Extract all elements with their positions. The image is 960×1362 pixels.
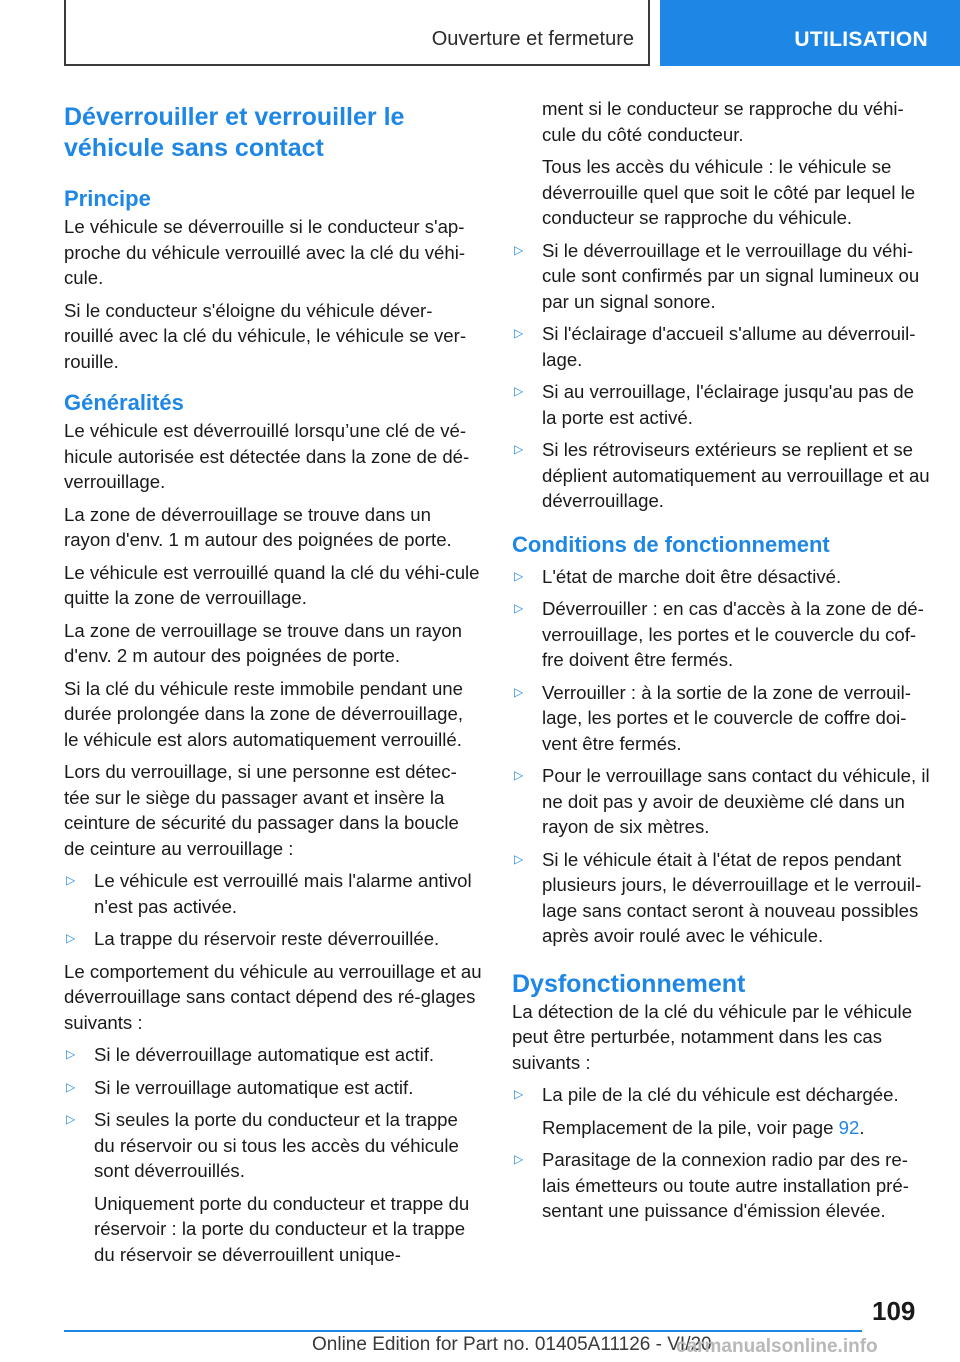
list-item: ▷ La pile de la clé du véhicule est déchargée. Remplacement de la pile, voir page 92. — [512, 1082, 932, 1140]
list-item: ▷ Parasitage de la connexion radio par des re-lais émetteurs ou toute autre installation pré-sentant une puissance d'émission élevée. — [514, 1149, 909, 1221]
list-item: ▷ L'état de marche doit être désactivé. — [514, 565, 842, 587]
heading-generalites: Généralités — [64, 390, 184, 415]
list-item: ▷ Le véhicule est verrouillé mais l'alarme antivol n'est pas activée. — [66, 870, 472, 917]
triangle-bullet-icon: ▷ — [514, 568, 524, 583]
page-title: Déverrouiller et verrouiller le véhicule sans contact — [64, 103, 405, 162]
section-conditions — [512, 532, 932, 949]
paragraph: Tous les accès du véhicule : le véhicule se déverrouille quel que soit le côté par lequel le conducteur se rapproche du véhicule. — [542, 156, 916, 228]
triangle-bullet-icon: ▷ — [66, 1079, 76, 1094]
triangle-bullet-icon: ▷ — [66, 873, 76, 887]
paragraph: Le comportement du véhicule au verrouillage et au déverrouillage sans contact dépend des ré-glages suivants : — [64, 960, 482, 1033]
right-column — [512, 96, 932, 1240]
list-item: ▷ Si au verrouillage, l'éclairage jusqu'au pas de la porte est activé. — [514, 381, 914, 428]
header-section-title: Ouverture et fermeture — [431, 28, 634, 50]
list-item: ▷ Si le déverrouillage et le verrouillage du véhi-cule sont confirmés par un signal lumineux ou par un signal sonore. — [514, 239, 920, 312]
paragraph: Le véhicule est verrouillé quand la clé du véhi-cule quitte la zone de verrouillage. — [64, 561, 480, 608]
left-column — [64, 102, 482, 1283]
triangle-bullet-icon: ▷ — [514, 1087, 524, 1101]
triangle-bullet-icon: ▷ — [514, 384, 524, 398]
bullet-list — [64, 1042, 482, 1267]
triangle-bullet-icon: ▷ — [66, 931, 76, 945]
list-item: ▷ Déverrouiller : en cas d'accès à la zone de dé-verrouillage, les portes et le couvercle du cof-fre doivent être fermés. — [514, 598, 924, 670]
triangle-bullet-icon: ▷ — [514, 242, 524, 257]
section-principe — [64, 186, 482, 374]
paragraph: Si la clé du véhicule reste immobile pendant une durée prolongée dans la zone de déverrouillage, le véhicule est alors automatiquement verrouillé. — [64, 677, 464, 750]
bullet-list — [512, 238, 932, 514]
heading-principe: Principe — [64, 186, 151, 211]
watermark: carmanualsonline.info — [676, 1336, 878, 1357]
list-item-subtext: Remplacement de la pile, voir page 92. — [542, 1116, 865, 1138]
header-chapter-title: UTILISATION — [794, 28, 928, 51]
paragraph: La détection de la clé du véhicule par le véhicule peut être perturbée, notamment dans les cas suivants : — [512, 1000, 913, 1073]
footer-divider — [64, 1330, 862, 1332]
triangle-bullet-icon: ▷ — [514, 326, 524, 340]
list-item: ▷ Si seules la porte du conducteur et la trappe du réservoir ou si tous les accès du véhicule sont déverrouillés. Uniquement porte du conducteur et trappe du réservoir : la porte du conducteur et la trappe du réservoir se déverrouillent unique- — [64, 1107, 482, 1267]
paragraph: Le véhicule est déverrouillé lorsqu’une clé de vé-hicule autorisée est détectée dans la zone de dé-verrouillage. — [64, 420, 470, 492]
list-item: ▷ Si les rétroviseurs extérieurs se replient et se déplient automatiquement au verrouillage et au déverrouillage. — [514, 439, 930, 511]
list-item: ▷ Si le véhicule était à l'état de repos pendant plusieurs jours, le déverrouillage et le verrouil-lage sans contact seront à nouveau possibles après avoir roulé avec le véhicule. — [514, 848, 922, 946]
triangle-bullet-icon: ▷ — [514, 851, 524, 866]
triangle-bullet-icon: ▷ — [514, 1152, 524, 1166]
continued-text — [512, 96, 932, 231]
triangle-bullet-icon: ▷ — [514, 601, 524, 615]
list-item-subtext: Uniquement porte du conducteur et trappe du réservoir : la porte du conducteur et la trappe du réservoir se déverrouillent unique- — [94, 1192, 470, 1265]
paragraph: Le véhicule se déverrouille si le conducteur s'ap-proche du véhicule verrouillé avec la clé du véhi-cule. — [64, 216, 466, 288]
bullet-list — [512, 1082, 932, 1224]
header-chapter-tab[interactable] — [660, 0, 960, 66]
list-item: ▷ Si le déverrouillage automatique est actif. — [66, 1044, 435, 1065]
paragraph: La zone de déverrouillage se trouve dans un rayon d'env. 1 m autour des poignées de porte. — [64, 503, 452, 550]
heading-conditions: Conditions de fonctionnement — [512, 531, 830, 557]
header-section-box — [64, 0, 650, 66]
triangle-bullet-icon: ▷ — [514, 442, 524, 456]
bullet-list — [512, 564, 932, 949]
list-item: ▷ Verrouiller : à la sortie de la zone de verrouil-lage, les portes et le couvercle de coffre doi-vent être fermés. — [514, 681, 911, 754]
paragraph: ment si le conducteur se rapproche du véhi-cule du côté conducteur. — [542, 98, 904, 145]
paragraph: Lors du verrouillage, si une personne est détec-tée sur le siège du passager avant et insère la ceinture de sécurité du passager dans la boucle de ceinture au verrouillage : — [64, 761, 459, 859]
list-item: ▷ Si l'éclairage d'accueil s'allume au déverrouil-lage. — [514, 323, 916, 370]
footer-edition: Online Edition for Part no. 01405A11126 - VI/20 — [312, 1334, 712, 1355]
list-item: ▷ Si le verrouillage automatique est actif. — [66, 1076, 414, 1098]
paragraph: Si le conducteur s'éloigne du véhicule déver-rouillé avec la clé du véhicule, le véhicule se ver-rouille. — [64, 299, 467, 372]
section-dysfonctionnement — [512, 971, 932, 1224]
triangle-bullet-icon: ▷ — [514, 768, 524, 782]
paragraph: La zone de verrouillage se trouve dans un rayon d'env. 2 m autour des poignées de porte. — [64, 619, 462, 666]
triangle-bullet-icon: ▷ — [514, 684, 524, 699]
page-number: 109 — [872, 1296, 916, 1326]
bullet-list — [64, 868, 482, 952]
list-item: ▷ Pour le verrouillage sans contact du véhicule, il ne doit pas y avoir de deuxième clé dans un rayon de six mètres. — [514, 765, 930, 837]
list-item: ▷ La trappe du réservoir reste déverrouillée. — [66, 928, 440, 949]
heading-dysfonctionnement: Dysfonctionnement — [512, 969, 746, 998]
page-reference-link[interactable]: 92 — [838, 1116, 860, 1138]
triangle-bullet-icon: ▷ — [66, 1047, 76, 1061]
section-generalites — [64, 390, 482, 1267]
triangle-bullet-icon: ▷ — [66, 1112, 76, 1126]
